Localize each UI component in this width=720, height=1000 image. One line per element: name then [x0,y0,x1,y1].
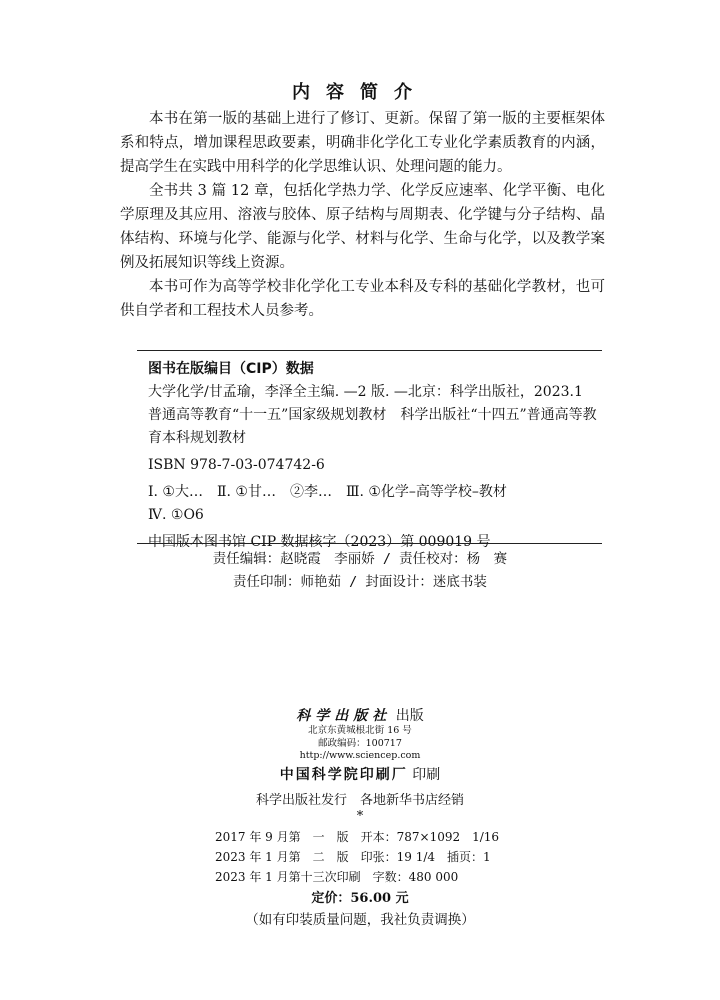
publisher-url: http://www.sciencep.com [299,750,421,761]
cip-line-1: 大学化学/甘孟瑜，李泽全主编. —2 版. —北京：科学出版社，2023.1 [148,384,583,400]
staff-line-1: 责任编辑：赵晓霞 李丽娇 / 责任校对：杨 赛 [212,551,508,567]
publisher-address: 北京东黄城根北街 16 号 [308,725,412,736]
printer-suffix: 印刷 [412,767,441,783]
printer-logo: 中国科学院印刷厂 [279,767,408,783]
cip-top-rule [137,350,602,351]
intro-body [120,107,605,323]
intro-paragraph-2: 全书共 3 篇 12 章，包括化学热力学、化学反应速率、化学平衡、电化学原理及其应用、溶液与胶体、原子结构与周期表、化学键与分子结构、晶体结构、环境与化学、能源与化学、材料与化学、生命与化学，以及教学案例及拓展知识等线上资源。 [120,183,605,271]
publisher-postcode: 邮政编码：100717 [318,738,402,749]
cip-isbn: ISBN 978-7-03-074742-6 [148,457,325,473]
intro-paragraph-1: 本书在第一版的基础上进行了修订、更新。保留了第一版的主要框架体系和特点，增加课程思政要素，明确非化学化工专业化学素质教育的内涵，提高学生在实践中用科学的化学思维认识、处理问题的能力。 [120,111,605,175]
quality-note: （如有印装质量问题，我社负责调换） [245,912,475,928]
cip-class-1: Ⅰ. ①大… Ⅱ. ①甘… ②李… Ⅲ. ①化学–高等学校–教材 [148,484,507,500]
printer-line [0,764,720,784]
spec-line-2: 2023 年 1 月第 二 版 印张：19 1/4 插页：1 [215,850,491,864]
price: 定价：56.00 元 [311,891,409,906]
publisher-logo: 科学出版社 [296,708,392,724]
intro-paragraph-3: 本书可作为高等学校非化学化工专业本科及专科的基础化学教材，也可供自学者和工程技术人员参考。 [120,279,605,319]
spec-line-1: 2017 年 9 月第 一 版 开本：787×1092 1/16 [215,830,500,844]
distribution-line: 科学出版社发行 各地新华书店经销 [255,793,464,808]
cip-class-2: Ⅳ. ①O6 [148,507,204,523]
cip-bottom-rule [137,543,602,544]
cip-line-2: 普通高等教育“十一五”国家级规划教材 科学出版社“十四五”普通高等教育本科规划教材 [148,407,597,446]
spec-line-3: 2023 年 1 月第十三次印刷 字数：480 000 [215,870,459,884]
cip-record: 中国版本图书馆 CIP 数据核字（2023）第 009019 号 [148,534,491,550]
separator-star: * [356,809,364,824]
publisher-suffix: 出版 [395,708,424,724]
cip-heading: 图书在版编目（CIP）数据 [148,361,314,377]
staff-line-2: 责任印制：师艳茹 / 封面设计：迷底书装 [233,574,487,590]
publisher-line [0,705,720,725]
cip-block [148,358,600,554]
intro-title: 内容简介 [292,82,428,103]
